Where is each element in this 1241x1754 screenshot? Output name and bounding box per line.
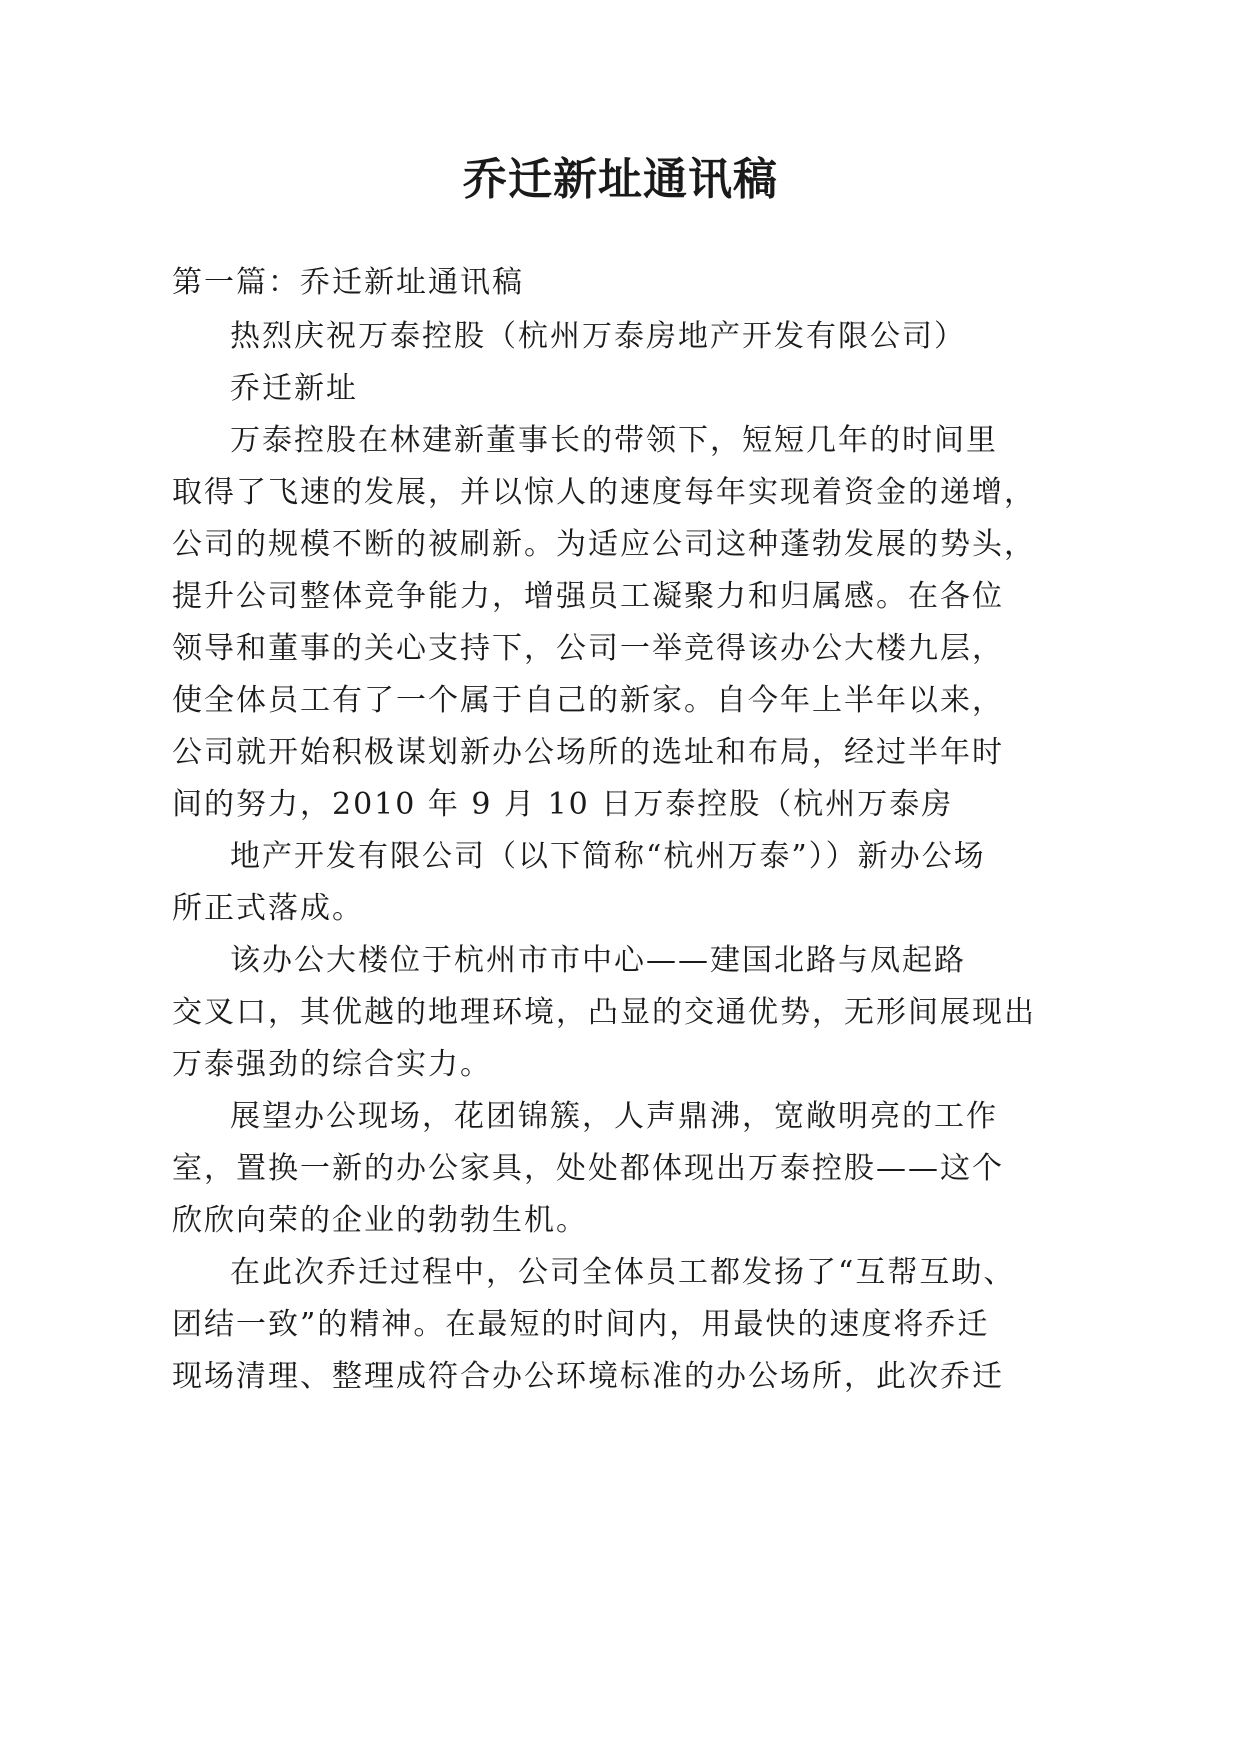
body-line: 万泰控股在林建新董事长的带领下，短短几年的时间里 [230, 423, 998, 458]
body-line: 取得了飞速的发展，并以惊人的速度每年实现着资金的递增， [172, 475, 1036, 510]
document-title: 乔迁新址通讯稿 [463, 154, 778, 205]
body-line: 地产开发有限公司（以下简称“杭州万泰”））新办公场 [230, 839, 986, 874]
body-line: 该办公大楼位于杭州市市中心——建国北路与凤起路 [230, 943, 966, 978]
body-line: 现场清理、整理成符合办公环境标准的办公场所，此次乔迁 [172, 1359, 1004, 1394]
body-line: 欣欣向荣的企业的勃勃生机。 [172, 1203, 588, 1238]
body-line: 团结一致”的精神。在最短的时间内，用最快的速度将乔迁 [172, 1307, 990, 1342]
body-line: 乔迁新址 [230, 371, 358, 406]
body-line: 所正式落成。 [172, 891, 364, 926]
body-line: 室，置换一新的办公家具，处处都体现出万泰控股——这个 [172, 1151, 1004, 1186]
body-line: 展望办公现场，花团锦簇，人声鼎沸，宽敞明亮的工作 [230, 1099, 998, 1134]
body-line: 提升公司整体竞争能力，增强员工凝聚力和归属感。在各位 [172, 579, 1004, 614]
body-line: 在此次乔迁过程中，公司全体员工都发扬了“互帮互助、 [230, 1255, 1016, 1290]
body-line: 公司的规模不断的被刷新。为适应公司这种蓬勃发展的势头， [172, 527, 1036, 562]
body-line: 使全体员工有了一个属于自己的新家。自今年上半年以来， [172, 683, 1004, 718]
body-line: 领导和董事的关心支持下，公司一举竞得该办公大楼九层， [172, 631, 1004, 666]
body-line: 交叉口，其优越的地理环境，凸显的交通优势，无形间展现出 [172, 995, 1036, 1030]
body-line: 间的努力，2010 年 9 月 10 日万泰控股（杭州万泰房 [172, 787, 954, 822]
body-line: 公司就开始积极谋划新办公场所的选址和布局，经过半年时 [172, 735, 1004, 770]
body-line: 热烈庆祝万泰控股（杭州万泰房地产开发有限公司） [230, 319, 966, 354]
body-line: 万泰强劲的综合实力。 [172, 1047, 492, 1082]
section-heading: 第一篇：乔迁新址通讯稿 [172, 265, 524, 300]
